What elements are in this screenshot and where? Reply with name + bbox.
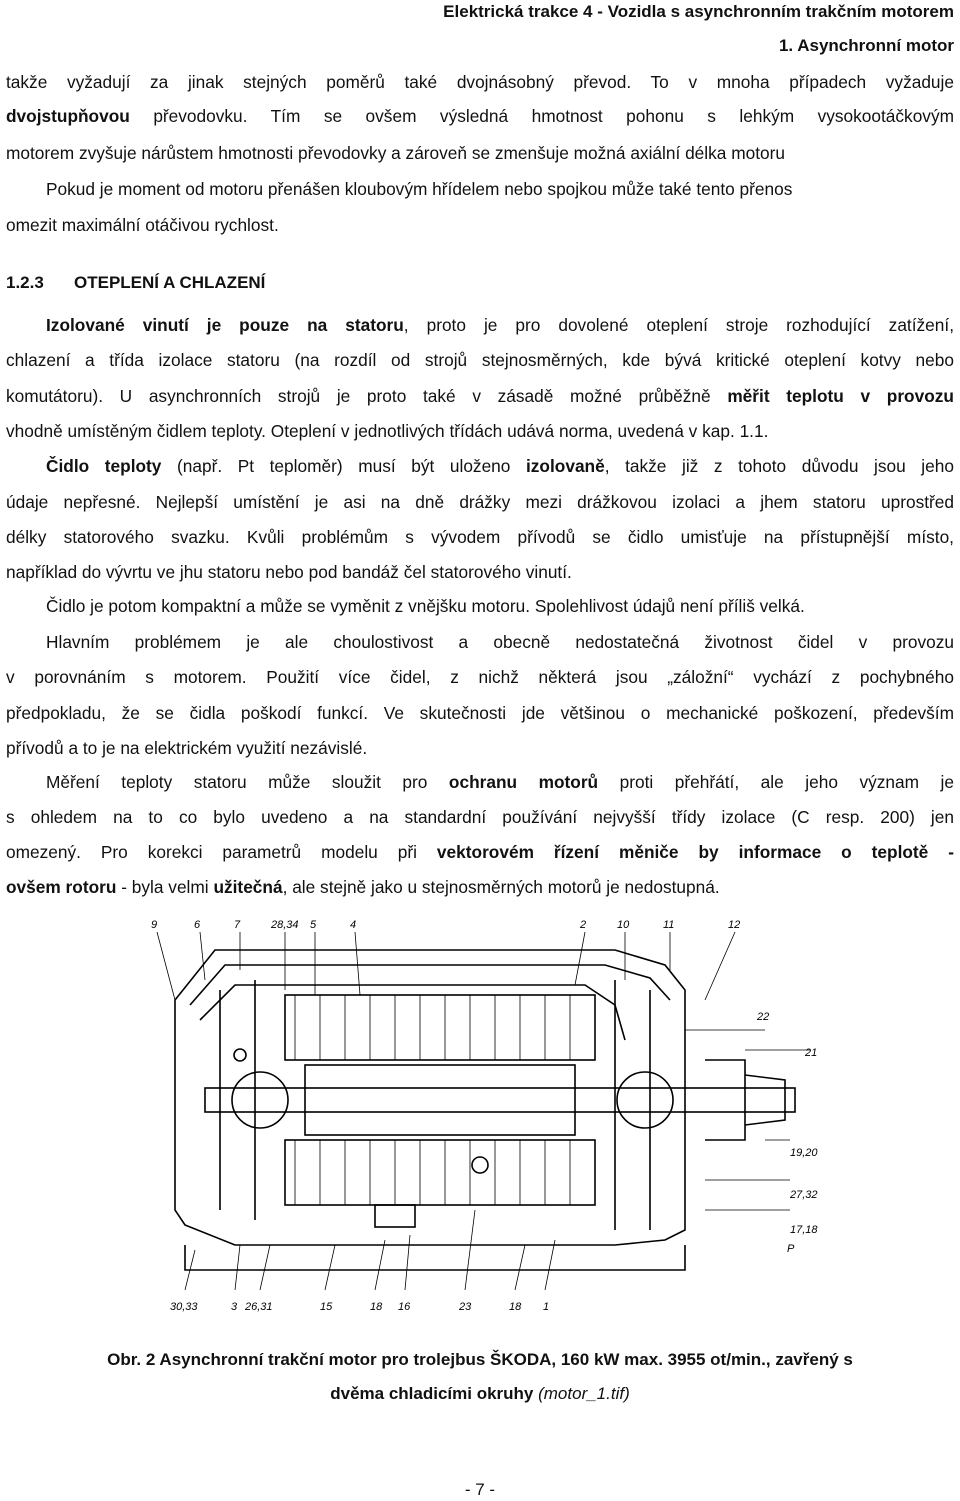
- motor-base: [185, 1245, 685, 1270]
- fig-label: 19,20: [790, 1147, 818, 1159]
- intro-line: takže vyžadují za jinak stejných poměrů také dvojnásobný převod. To v mnoha případech vyžaduje: [6, 72, 954, 92]
- body-line: například do vývrtu ve jhu statoru nebo pod bandáž čel statorového vinutí.: [6, 562, 572, 582]
- fig-label: 27,32: [790, 1189, 818, 1201]
- bearing-right: [617, 1072, 673, 1128]
- fig-label: 18: [509, 1301, 522, 1313]
- stator-lower: [285, 1140, 595, 1205]
- fig-label: 9: [151, 919, 158, 931]
- fig-label: 4: [350, 919, 357, 931]
- fig-label: 28,34: [271, 919, 299, 931]
- shaft-end: [745, 1075, 785, 1125]
- header-section: 1. Asynchronní motor: [778, 36, 954, 55]
- body-line: vhodně umístěným čidlem teploty. Oteplení v jednotlivých třídách udává norma, uvedená v kap. 1.1.: [6, 421, 769, 441]
- fig-label: 3: [231, 1301, 238, 1313]
- body-line: Měření teploty statoru může sloužit pro ochranu motorů proti přehřátí, ale jeho význam je: [46, 772, 954, 792]
- header-title: Elektrická trakce 4 - Vozidla s asynchronním trakčním motorem: [443, 2, 954, 21]
- figure-caption-line2: dvěma chladicími okruhy (motor_1.tif): [330, 1384, 630, 1403]
- body-line: přívodů a to je na elektrickém využití nezávislé.: [6, 738, 368, 758]
- intro-line: dvojstupňovou převodovku. Tím se ovšem výsledná hmotnost pohonu s lehkým vysokootáčkovým: [6, 106, 954, 126]
- body-line: Čidlo teploty (např. Pt teploměr) musí být uloženo izolovaně, takže již z tohoto důvodu jsou jeho: [46, 456, 954, 476]
- body-line: předpokladu, že se čidla poškodí funkcí. Ve skutečnosti jde většinou o mechanické poškození, především: [6, 703, 954, 723]
- fig-label: 16: [398, 1301, 411, 1313]
- fig-label: 10: [617, 919, 630, 931]
- figure-filename: (motor_1.tif): [538, 1384, 630, 1403]
- body-line: ovšem rotoru - byla velmi užitečná, ale stejně jako u stejnosměrných motorů je nedostupná.: [6, 877, 720, 897]
- body-line: chlazení a třída izolace statoru (na rozdíl od strojů stejnosměrných, kde bývá kritické oteplení kotvy nebo: [6, 350, 954, 370]
- body-line: Čidlo je potom kompaktní a může se vyměnit z vnějšku motoru. Spolehlivost údajů není příliš velká.: [46, 596, 805, 616]
- fig-label: 23: [459, 1301, 472, 1313]
- bearing-flange: [705, 1060, 745, 1140]
- body-line: s ohledem na to co bylo uvedeno a na standardní používání nejvyšší třídy izolace (C resp. 200) jen: [6, 807, 954, 827]
- body-line: omezený. Pro korekci parametrů modelu při vektorovém řízení měniče by informace o teplotě -: [6, 842, 955, 862]
- body-line: délky statorového svazku. Kvůli problémům s vývodem přívodů se čidlo umisťuje na přístupnější místo,: [6, 527, 954, 547]
- fig-label: 12: [728, 919, 741, 931]
- intro-line: omezit maximální otáčivou rychlost.: [6, 215, 279, 235]
- section-heading: [6, 273, 265, 293]
- fig-label: 5: [310, 919, 317, 931]
- stator-upper: [285, 995, 595, 1060]
- rotor: [305, 1065, 575, 1135]
- body-line: Hlavním problémem je ale choulostivost a obecně nedostatečná životnost čidel v provozu: [46, 632, 954, 652]
- fig-label: 7: [234, 919, 241, 931]
- fig-label: 18: [370, 1301, 383, 1313]
- bearing-left: [232, 1072, 288, 1128]
- shaft: [205, 1088, 795, 1112]
- fig-label: 11: [663, 919, 675, 931]
- body-line: Izolované vinutí je pouze na statoru, proto je pro dovolené oteplení stroje rozhodující zatížení,: [46, 315, 955, 335]
- fig-label: 6: [194, 919, 201, 931]
- section-title: OTEPLENÍ A CHLAZENÍ: [74, 273, 266, 292]
- fig-label: 21: [805, 1047, 818, 1059]
- page-number: - 7 -: [464, 1480, 496, 1499]
- motor-drawing: [145, 910, 825, 1320]
- intro-line: Pokud je moment od motoru přenášen kloubovým hřídelem nebo spojkou může také tento přenos: [46, 179, 793, 199]
- body-line: v porovnáním s motorem. Použití více čidel, z nichž některá jsou „záložní“ vychází z pochybného: [6, 667, 954, 687]
- fig-label: 30,33: [170, 1301, 198, 1313]
- cooling-duct-inner: [200, 985, 625, 1040]
- body-line: komutátoru). U asynchronních strojů je proto také v zásadě možné průběžně měřit teplotu v provozu: [6, 386, 954, 406]
- fig-label: 2: [580, 919, 587, 931]
- body-line: údaje nepřesné. Nejlepší umístění je asi na dně drážky mezi drážkovou izolaci a jhem statoru uprostřed: [6, 492, 954, 512]
- fig-label: 17,18: [790, 1224, 818, 1236]
- fig-label: 15: [320, 1301, 333, 1313]
- intro-line: motorem zvyšuje nárůstem hmotnosti převodovky a zároveň se zmenšuje možná axiální délka motoru: [6, 143, 785, 163]
- figure-caption: Obr. 2 Asynchronní trakční motor pro trolejbus ŠKODA, 160 kW max. 3955 ot/min., zavřený s: [107, 1350, 853, 1369]
- fig-label: 1: [543, 1301, 550, 1313]
- fig-label: P: [787, 1243, 795, 1255]
- section-number: 1.2.3: [6, 273, 44, 292]
- fig-label: 26,31: [245, 1301, 273, 1313]
- fig-label: 22: [757, 1011, 770, 1023]
